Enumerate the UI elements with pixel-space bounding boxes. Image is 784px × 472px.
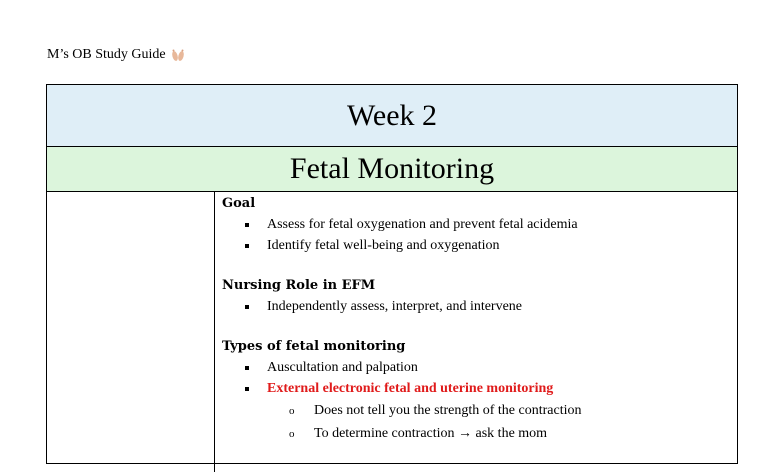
sub-list-item (222, 399, 737, 422)
week-heading: Week 2 (47, 85, 737, 147)
list-item: Identify fetal well-being and oxygenation (222, 235, 737, 256)
document-title: M’s OB Study Guide (47, 47, 166, 62)
section-title: Goal (222, 196, 256, 211)
sub-bullet-marker: o (289, 428, 295, 440)
sub-list-text: Does not tell you the strength of the contraction (314, 403, 582, 418)
topic-heading: Fetal Monitoring (47, 147, 737, 192)
section-title: Nursing Role in EFM (222, 278, 376, 293)
section-nursing-role (222, 276, 737, 317)
content-cell (215, 192, 737, 472)
sub-bullet-marker: o (289, 405, 295, 417)
section-types (222, 337, 737, 445)
study-guide-table (46, 84, 738, 464)
sub-list-text: To determine contraction → ask the mom (314, 426, 548, 441)
list-item-highlighted: External electronic fetal and uterine monitoring (222, 378, 737, 399)
document-header (47, 47, 186, 63)
list-item: Independently assess, interpret, and intervene (222, 296, 737, 317)
list-item: Auscultation and palpation (222, 357, 737, 378)
list-item: Assess for fetal oxygenation and prevent fetal acidemia (222, 214, 737, 235)
section-goal (222, 194, 737, 256)
left-cell (47, 192, 215, 472)
baby-feet-icon (170, 47, 186, 63)
section-title: Types of fetal monitoring (222, 339, 406, 354)
content-row (47, 192, 737, 472)
sub-list-item (222, 422, 737, 445)
